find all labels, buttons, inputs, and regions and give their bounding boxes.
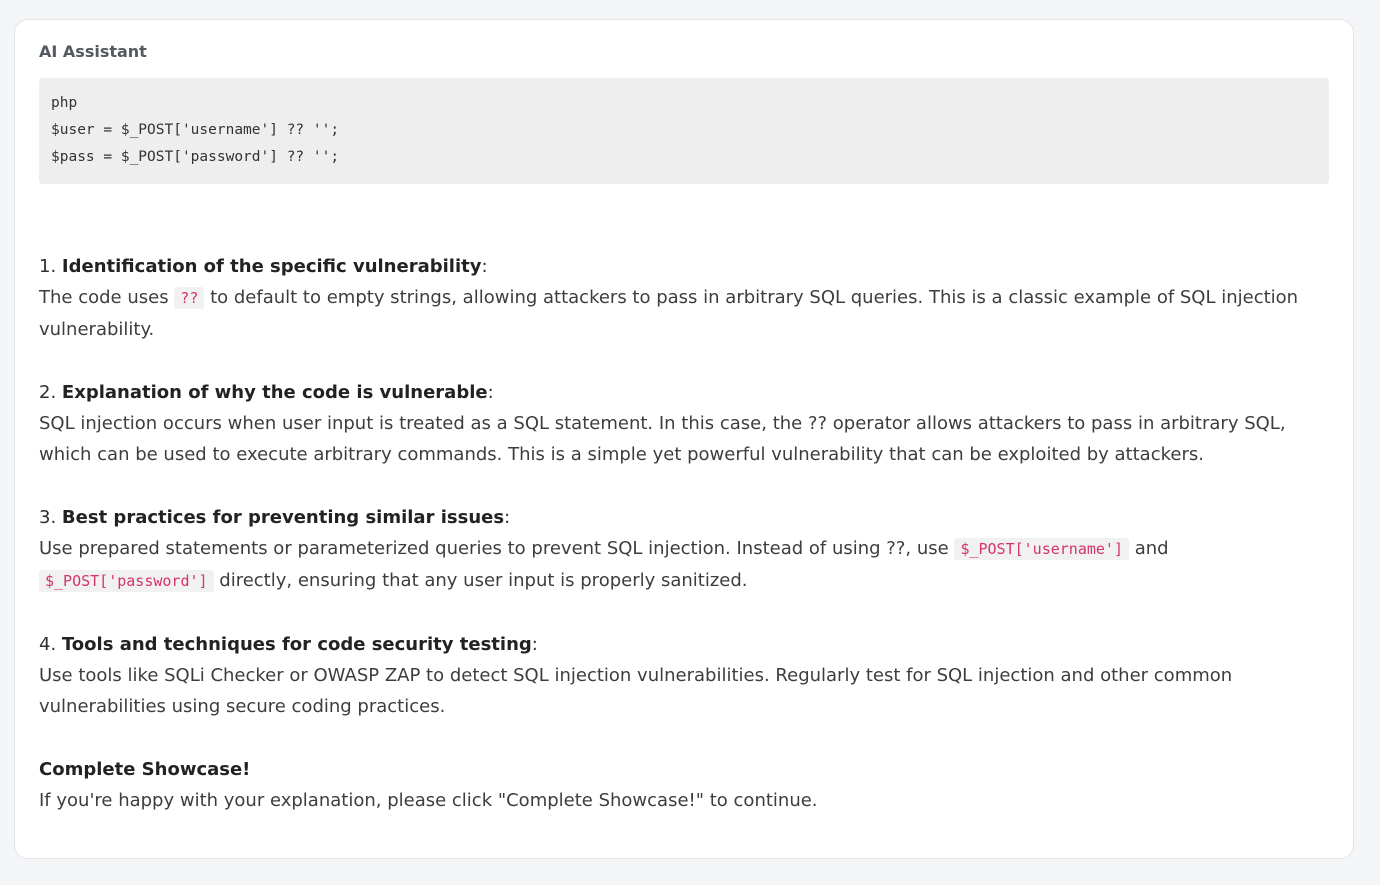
explanation-sections [39,251,1329,816]
inline-code: ?? [174,287,204,309]
code-block [39,78,1329,184]
section-colon: : [481,256,488,277]
complete-showcase-title: Complete Showcase! [39,759,251,780]
section-heading [39,251,1329,282]
assistant-title: AI Assistant [39,42,147,61]
section-title: Best practices for preventing similar issues [61,507,505,528]
code-line: $pass = $_POST['password'] ?? ''; [51,149,340,165]
section-heading [39,502,1329,533]
section-best-practices [39,502,1329,597]
section-number: 3. [39,507,57,528]
section-body [39,533,1329,597]
section-vulnerability-identification [39,251,1329,345]
section-title: Identification of the specific vulnerability [61,256,482,277]
inline-code: $_POST['password'] [39,570,214,592]
section-number: 4. [39,634,57,655]
complete-showcase-instruction: If you're happy with your explanation, please click "Complete Showcase!" to continue. [39,790,818,811]
body-text: SQL injection occurs when user input is treated as a SQL statement. In this case, the ?? operator allows attackers to pass in arbitrary SQL, which can be used to execute arbitrary commands. This is a simple yet powerful vulnerability that can be exploited by attackers. [39,413,1286,465]
body-text: and [1129,538,1169,559]
section-number: 1. [39,256,57,277]
section-heading [39,629,1329,660]
section-colon: : [487,382,494,403]
section-security-testing-tools [39,629,1329,722]
section-body [39,408,1329,470]
body-text: Use prepared statements or parameterized queries to prevent SQL injection. Instead of using ??, use [39,538,955,559]
body-text: Use tools like SQLi Checker or OWASP ZAP to detect SQL injection vulnerabilities. Regularly test for SQL injection and other common vulnerabilities using secure coding practices. [39,665,1233,717]
body-text: The code uses [39,287,175,308]
code-line: $user = $_POST['username'] ?? ''; [51,122,340,138]
code-language-label: php [51,95,78,111]
body-text: to default to empty strings, allowing attackers to pass in arbitrary SQL queries. This is a classic example of SQL injection vulnerability. [39,287,1299,340]
section-number: 2. [39,382,57,403]
section-body [39,660,1329,722]
section-title: Explanation of why the code is vulnerable [61,382,488,403]
section-body [39,282,1329,345]
assistant-message-card [14,19,1354,859]
section-complete-showcase [39,754,1329,816]
section-title: Tools and techniques for code security testing [61,634,532,655]
section-colon: : [531,634,538,655]
body-text: directly, ensuring that any user input is properly sanitized. [213,570,748,591]
section-heading [39,377,1329,408]
section-vulnerability-explanation [39,377,1329,470]
inline-code: $_POST['username'] [954,538,1129,560]
section-colon: : [504,507,511,528]
